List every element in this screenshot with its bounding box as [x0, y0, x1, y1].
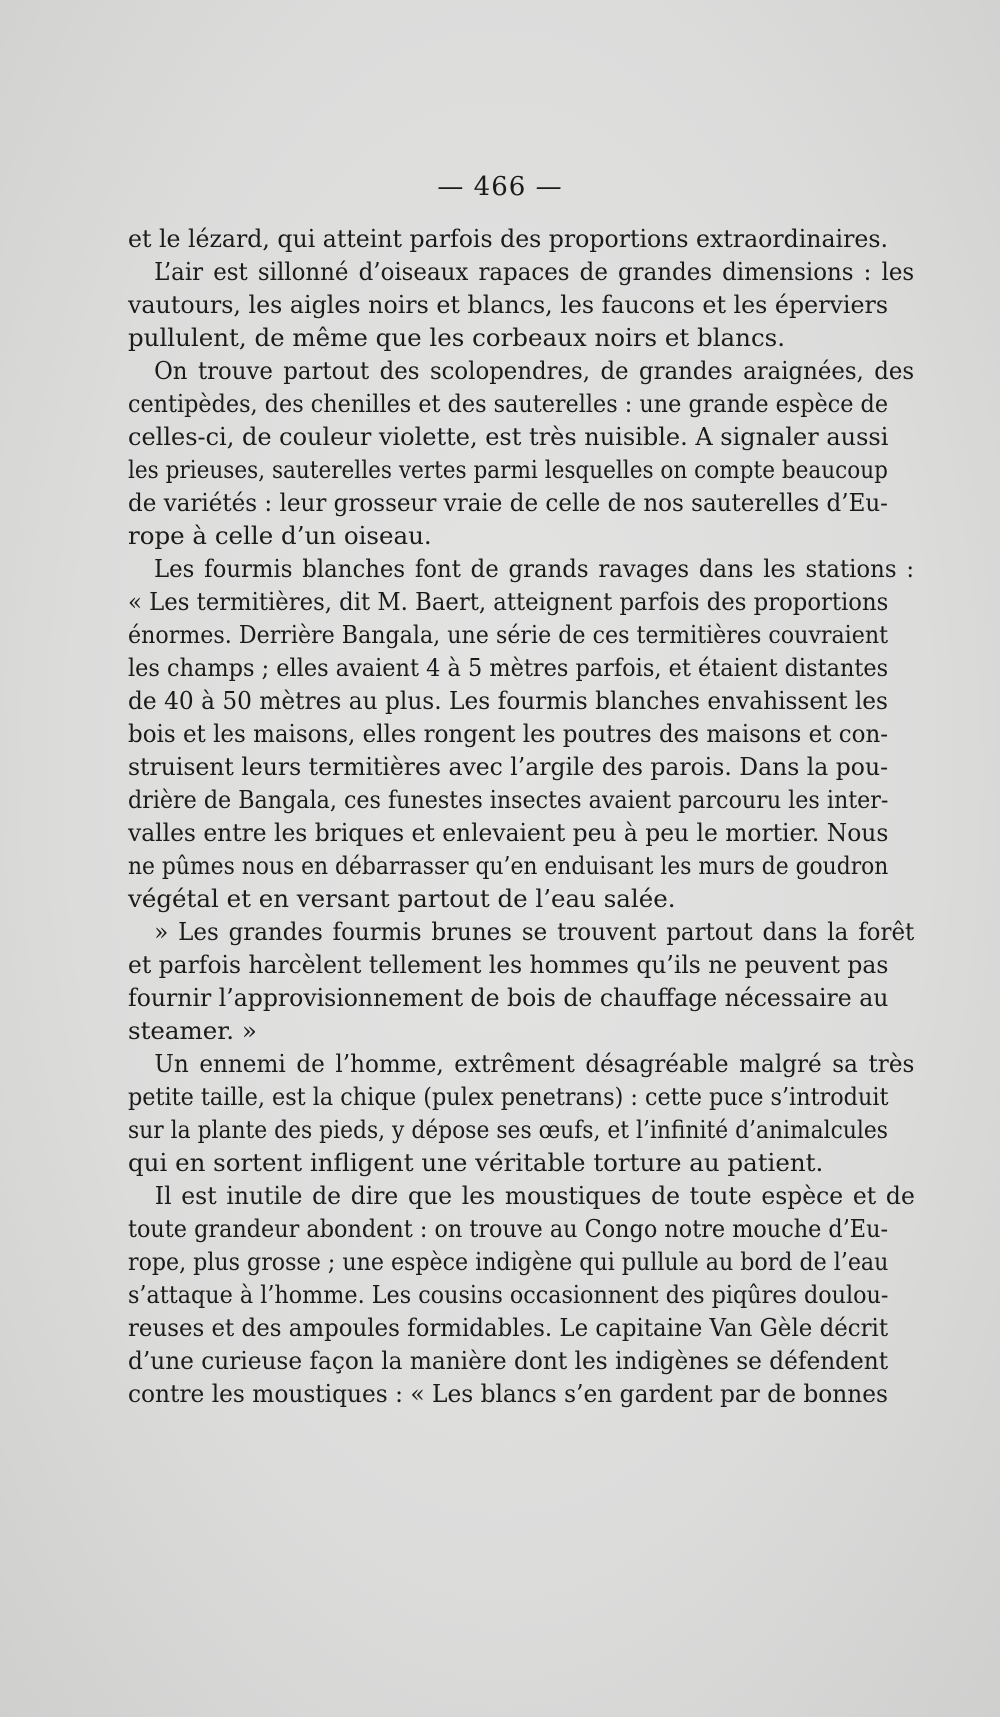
text-line: centipèdes, des chenilles et des sauterelles : une grande espèce de: [128, 389, 889, 418]
text-line: les prieuses, sauterelles vertes parmi lesquelles on compte beaucoup: [128, 455, 888, 484]
text-line: qui en sortent infligent une véritable torture au patient.: [128, 1148, 824, 1177]
text-line: rope, plus grosse ; une espèce indigène qui pullule au bord de l’eau: [128, 1247, 889, 1276]
text-line: reuses et des ampoules formidables. Le capitaine Van Gèle décrit: [128, 1313, 889, 1342]
text-line: toute grandeur abondent : on trouve au Congo notre mouche d’Eu-: [128, 1214, 889, 1243]
text-line: contre les moustiques : « Les blancs s’en gardent par de bonnes: [128, 1379, 888, 1408]
text-line: » Les grandes fourmis brunes se trouvent partout dans la forêt: [154, 917, 915, 946]
text-line: de 40 à 50 mètres au plus. Les fourmis blanches envahissent les: [128, 686, 888, 715]
text-line: pullulent, de même que les corbeaux noirs et blancs.: [128, 323, 786, 352]
page-number: — 466 —: [437, 172, 563, 202]
text-line: s’attaque à l’homme. Les cousins occasionnent des piqûres doulou-: [128, 1280, 889, 1309]
text-line: fournir l’approvisionnement de bois de chauffage nécessaire au: [128, 983, 889, 1012]
text-line: petite taille, est la chique (pulex penetrans) : cette puce s’introduit: [128, 1082, 889, 1111]
text-line: et parfois harcèlent tellement les hommes qu’ils ne peuvent pas: [128, 950, 889, 979]
text-line: valles entre les briques et enlevaient peu à peu le mortier. Nous: [128, 818, 889, 847]
text-line: Un ennemi de l’homme, extrêment désagréable malgré sa très: [154, 1049, 915, 1078]
text-line: rope à celle d’un oiseau.: [128, 521, 432, 550]
text-line: vautours, les aigles noirs et blancs, les faucons et les éperviers: [128, 290, 889, 319]
text-line: et le lézard, qui atteint parfois des proportions extraordinaires.: [128, 224, 888, 253]
text-line: « Les termitières, dit M. Baert, atteignent parfois des proportions: [128, 587, 889, 616]
text-line: ne pûmes nous en débarrasser qu’en enduisant les murs de goudron: [128, 851, 889, 880]
text-line: Les fourmis blanches font de grands ravages dans les stations :: [154, 554, 915, 583]
text-line: struisent leurs termitières avec l’argile des parois. Dans la pou-: [128, 752, 889, 781]
text-line: steamer. »: [128, 1016, 257, 1045]
text-line: énormes. Derrière Bangala, une série de ces termitières couvraient: [128, 620, 889, 649]
text-line: drière de Bangala, ces funestes insectes avaient parcouru les inter-: [128, 785, 889, 814]
text-line: de variétés : leur grosseur vraie de celle de nos sauterelles d’Eu-: [128, 488, 888, 517]
text-line: Il est inutile de dire que les moustiques de toute espèce et de: [154, 1181, 915, 1210]
text-line: On trouve partout des scolopendres, de grandes araignées, des: [154, 356, 915, 385]
text-line: végétal et en versant partout de l’eau salée.: [128, 884, 676, 913]
text-line: celles-ci, de couleur violette, est très nuisible. A signaler aussi: [128, 422, 889, 451]
text-line: les champs ; elles avaient 4 à 5 mètres parfois, et étaient distantes: [128, 653, 889, 682]
text-line: bois et les maisons, elles rongent les poutres des maisons et con-: [128, 719, 888, 748]
text-line: d’une curieuse façon la manière dont les indigènes se défendent: [128, 1346, 889, 1375]
text-line: sur la plante des pieds, y dépose ses œufs, et l’infinité d’animalcules: [128, 1115, 888, 1144]
text-line: L’air est sillonné d’oiseaux rapaces de grandes dimensions : les: [154, 257, 915, 286]
body-text: [128, 222, 915, 1410]
